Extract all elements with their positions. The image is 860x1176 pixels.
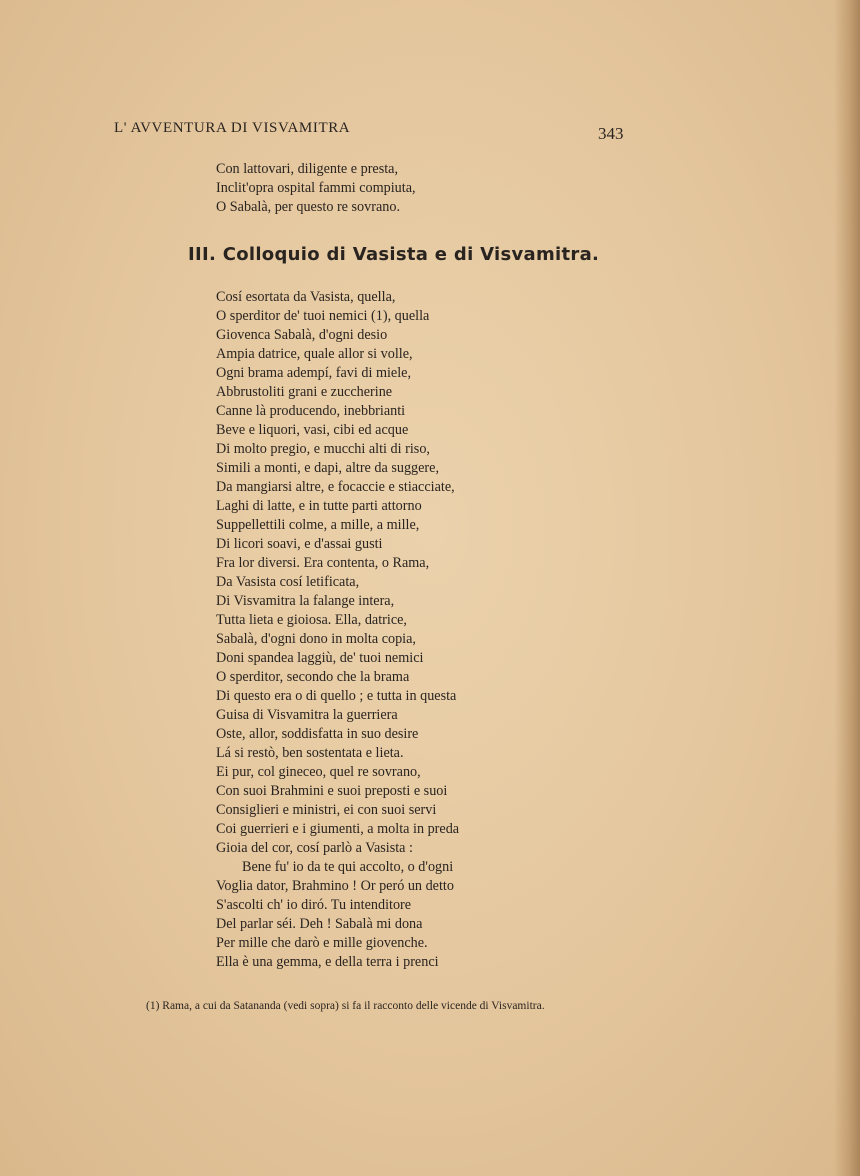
footnote: (1) Rama, a cui da Satananda (vedi sopra) si fa il racconto delle vicende di Visvamitra. (146, 1000, 545, 1012)
verse-line: O sperditor, secondo che la brama (216, 669, 410, 685)
verse-line: Del parlar séi. Deh ! Sabalà mi dona (216, 916, 423, 932)
verse-line: Di licori soavi, e d'assai gusti (216, 536, 383, 552)
verse-line: Laghi di latte, e in tutte parti attorno (216, 498, 422, 514)
verse-line: Inclit'opra ospital fammi compiuta, (216, 180, 416, 196)
section-heading: III. Colloquio di Vasista e di Visvamitra. (188, 244, 600, 265)
verse-line: Da Vasista cosí letificata, (216, 574, 360, 590)
verse-line: Cosí esortata da Vasista, quella, (216, 289, 396, 305)
verse-line: Di questo era o di quello ; e tutta in questa (216, 688, 457, 704)
verse-line: Canne là producendo, inebbrianti (216, 403, 406, 419)
verse-line: Ampia datrice, quale allor si volle, (216, 346, 413, 362)
verse-line: Tutta lieta e gioiosa. Ella, datrice, (216, 612, 407, 628)
verse-line: Suppellettili colme, a mille, a mille, (216, 517, 420, 533)
page-edge-shadow (834, 0, 860, 1176)
verse-block (216, 288, 459, 972)
verse-line: Ogni brama adempí, favi di miele, (216, 365, 412, 381)
verse-line: Lá si restò, ben sostentata e lieta. (216, 745, 404, 761)
verse-line: Gioia del cor, cosí parlò a Vasista : (216, 840, 413, 856)
verse-line: Simili a monti, e dapi, altre da suggere, (216, 460, 440, 476)
verse-line: Giovenca Sabalà, d'ogni desio (216, 327, 388, 343)
verse-line: Oste, allor, soddisfatta in suo desire (216, 726, 419, 742)
running-head: L' AVVENTURA DI VISVAMITRA (114, 120, 351, 136)
verse-line: Da mangiarsi altre, e focaccie e stiacciate, (216, 479, 455, 495)
verse-line-indented: Bene fu' io da te qui accolto, o d'ogni (242, 859, 454, 875)
verse-line: Di Visvamitra la falange intera, (216, 593, 395, 609)
verse-line: Doni spandea laggiù, de' tuoi nemici (216, 650, 424, 666)
verse-line: Ei pur, col gineceo, quel re sovrano, (216, 764, 421, 780)
verse-line: Sabalà, d'ogni dono in molta copia, (216, 631, 416, 647)
verse-line: Di molto pregio, e mucchi alti di riso, (216, 441, 430, 457)
verse-line: O sperditor de' tuoi nemici (1), quella (216, 308, 430, 324)
verse-line: Con suoi Brahmini e suoi preposti e suoi (216, 783, 448, 799)
verse-line: Fra lor diversi. Era contenta, o Rama, (216, 555, 430, 571)
verse-line: Ella è una gemma, e della terra i prenci (216, 954, 439, 970)
verse-line: Voglia dator, Brahmino ! Or peró un detto (216, 878, 454, 894)
verse-line: Abbrustoliti grani e zuccherine (216, 384, 393, 400)
verse-line: Consiglieri e ministri, ei con suoi servi (216, 802, 437, 818)
verse-line: Beve e liquori, vasi, cibi ed acque (216, 422, 409, 438)
opening-verses (216, 160, 416, 217)
page-number: 343 (598, 124, 624, 143)
verse-line: Coi guerrieri e i giumenti, a molta in preda (216, 821, 460, 837)
verse-line: Con lattovari, diligente e presta, (216, 161, 399, 177)
verse-line: Per mille che darò e mille giovenche. (216, 935, 428, 951)
verse-line: Guisa di Visvamitra la guerriera (216, 707, 398, 723)
verse-line: S'ascolti ch' io diró. Tu intenditore (216, 897, 412, 913)
verse-line: O Sabalà, per questo re sovrano. (216, 199, 400, 215)
